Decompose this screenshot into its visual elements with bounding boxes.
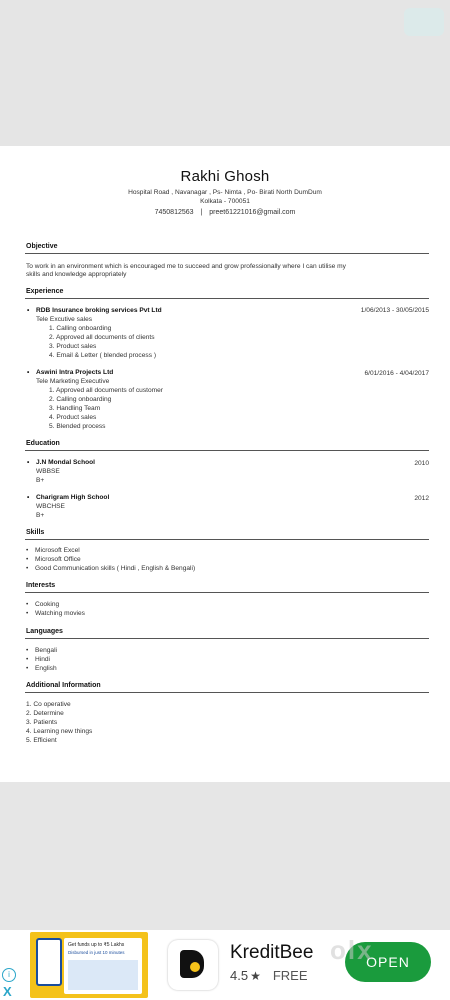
objective-line-1: To work in an environment which is encouraged me to succeed and grow professionally where I can utilise my [26, 263, 346, 270]
school-grade: B+ [36, 477, 45, 484]
school-board: WBBSE [36, 468, 60, 475]
school-board: WBCHSE [36, 503, 65, 510]
section-title-experience: Experience [26, 288, 64, 295]
interest-item: • Cooking [35, 601, 59, 610]
section-divider [25, 450, 429, 451]
school-name: • Charigram High School [36, 494, 109, 503]
school-grade: B+ [36, 512, 45, 519]
job-duty: 4. Product sales [49, 414, 97, 421]
job-company: • RDB Insurance broking services Pvt Ltd [36, 307, 162, 316]
job-duty: 1. Calling onboarding [49, 325, 112, 332]
additional-item: 5. Efficient [26, 737, 57, 744]
star-icon: ★ [250, 969, 261, 983]
kreditbee-logo-icon[interactable] [168, 940, 218, 990]
section-title-additional: Additional Information [26, 682, 101, 689]
job-duty: 4. Email & Letter ( blended process ) [49, 352, 157, 359]
contact-separator: | [200, 209, 203, 216]
ad-thumbnail[interactable] [30, 932, 148, 998]
ad-thumb-card [64, 938, 142, 994]
phone-number: 7450812563 [154, 209, 194, 216]
section-divider [25, 692, 429, 693]
section-title-education: Education [26, 440, 60, 447]
additional-item: 2. Determine [26, 710, 64, 717]
olx-corner-badge [404, 8, 444, 36]
ad-rating-value: 4.5 [230, 968, 249, 983]
ad-info-icon[interactable]: i [2, 968, 16, 982]
language-item: • English [35, 665, 57, 674]
logo-dot [190, 962, 200, 972]
ad-close-icon[interactable]: X [3, 984, 12, 999]
job-dates: 1/06/2013 - 30/05/2015 [360, 307, 429, 314]
ad-banner[interactable] [0, 930, 450, 1000]
section-title-languages: Languages [26, 628, 63, 635]
job-dates: 6/01/2016 - 4/04/2017 [364, 370, 429, 377]
email-address: preet61221016@gmail.com [209, 209, 296, 216]
school-year: 2012 [414, 495, 429, 502]
job-duty: 3. Product sales [49, 343, 97, 350]
ad-app-name[interactable]: KreditBee [230, 942, 314, 963]
section-divider [25, 253, 429, 254]
job-duty: 2. Approved all documents of clients [49, 334, 155, 341]
ad-thumb-subtitle: Disbursed in just 10 minutes [68, 950, 125, 955]
language-item: • Bengali [35, 647, 57, 656]
job-role: Tele Excutive sales [36, 316, 93, 323]
skill-item: • Microsoft Excel [35, 547, 80, 556]
address-line-2: Kolkata - 700051 [200, 198, 250, 205]
ad-thumb-panel [68, 960, 138, 990]
section-divider [25, 592, 429, 593]
job-duty: 1. Approved all documents of customer [49, 387, 163, 394]
section-divider [25, 298, 429, 299]
additional-item: 1. Co operative [26, 701, 71, 708]
section-divider [25, 638, 429, 639]
section-title-interests: Interests [26, 582, 56, 589]
interest-item: • Watching movies [35, 610, 85, 619]
job-duty: 2. Calling onboarding [49, 396, 112, 403]
school-name: • J.N Mondal School [36, 459, 95, 468]
ad-price: FREE [272, 968, 308, 983]
ad-open-button[interactable]: OPEN [345, 942, 431, 982]
ad-rating-line [230, 968, 308, 983]
additional-item: 3. Patients [26, 719, 58, 726]
contact-line [0, 209, 450, 216]
skill-item: • Good Communication skills ( Hindi , English & Bengali) [35, 565, 195, 574]
additional-item: 4. Learning new things [26, 728, 93, 735]
resume-document [0, 146, 450, 782]
olx-watermark: olx [330, 935, 374, 965]
ad-thumb-title: Get funds up to ₹5 Lakhs [68, 942, 125, 948]
phone-graphic [36, 938, 62, 986]
objective-line-2: skills and knowledge appropriately [26, 271, 127, 278]
address-line-1: Hospital Road , Navanagar , Ps- Nimta , Po- Birati North DumDum [128, 189, 322, 196]
school-year: 2010 [414, 460, 429, 467]
language-item: • Hindi [35, 656, 50, 665]
job-role: Tele Marketing Executive [36, 378, 110, 385]
section-title-skills: Skills [26, 529, 45, 536]
section-title-objective: Objective [26, 243, 58, 250]
skill-item: • Microsoft Office [35, 556, 81, 565]
resume-name: Rakhi Ghosh [180, 168, 270, 185]
top-gray-area [0, 0, 450, 146]
job-duty: 5. Blended process [49, 423, 106, 430]
job-company: • Aswini Intra Projects Ltd [36, 369, 113, 378]
section-divider [25, 539, 429, 540]
job-duty: 3. Handling Team [49, 405, 101, 412]
